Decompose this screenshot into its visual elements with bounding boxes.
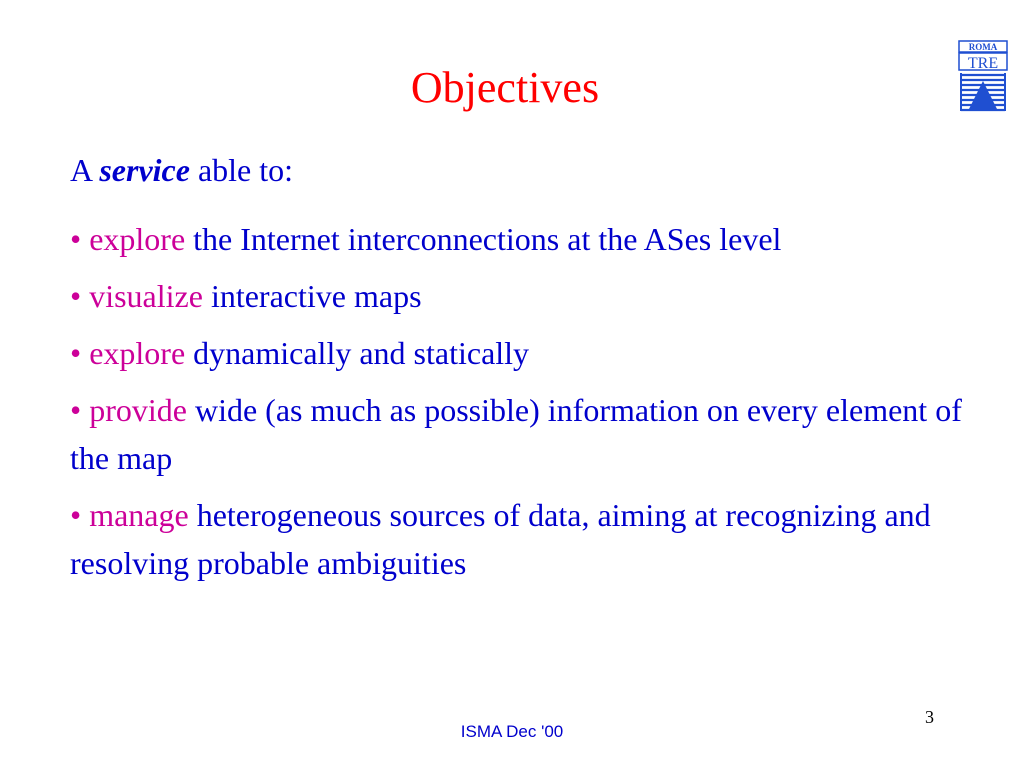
- bullet-item: [70, 491, 980, 587]
- slide-title: Objectives: [410, 63, 600, 112]
- bullet-marker: •: [70, 278, 82, 314]
- bullet-verb: explore: [89, 221, 186, 257]
- bullet-marker: •: [70, 497, 82, 533]
- page-number: 3: [925, 707, 934, 727]
- bullet-text: wide (as much as possible) information on every element of the map: [70, 392, 962, 476]
- bullet-text: heterogeneous sources of data, aiming at recognizing and resolving probable ambiguities: [70, 497, 931, 581]
- bullet-item: [70, 272, 980, 320]
- roma-tre-logo: [958, 40, 1008, 112]
- bullet-text: the Internet interconnections at the ASes level: [185, 221, 782, 257]
- intro-emphasis: service: [99, 152, 190, 188]
- svg-text:TRE: TRE: [967, 55, 999, 72]
- bullet-verb: provide: [89, 392, 187, 428]
- bullet-marker: •: [70, 392, 82, 428]
- bullet-verb: manage: [89, 497, 189, 533]
- bullet-item: [70, 329, 980, 377]
- bullet-list: [70, 215, 980, 596]
- bullet-verb: explore: [89, 335, 186, 371]
- svg-text:ROMA: ROMA: [968, 42, 998, 52]
- bullet-text: interactive maps: [202, 278, 422, 314]
- bullet-item: [70, 386, 980, 482]
- slide-footer: ISMA Dec '00: [460, 722, 564, 741]
- bullet-item: [70, 215, 980, 263]
- bullet-verb: visualize: [89, 278, 203, 314]
- bullet-marker: •: [70, 335, 82, 371]
- intro-suffix: able to:: [189, 152, 294, 188]
- bullet-marker: •: [70, 221, 82, 257]
- bullet-text: dynamically and statically: [185, 335, 530, 371]
- intro-line: [70, 150, 293, 190]
- intro-prefix: A: [70, 152, 100, 188]
